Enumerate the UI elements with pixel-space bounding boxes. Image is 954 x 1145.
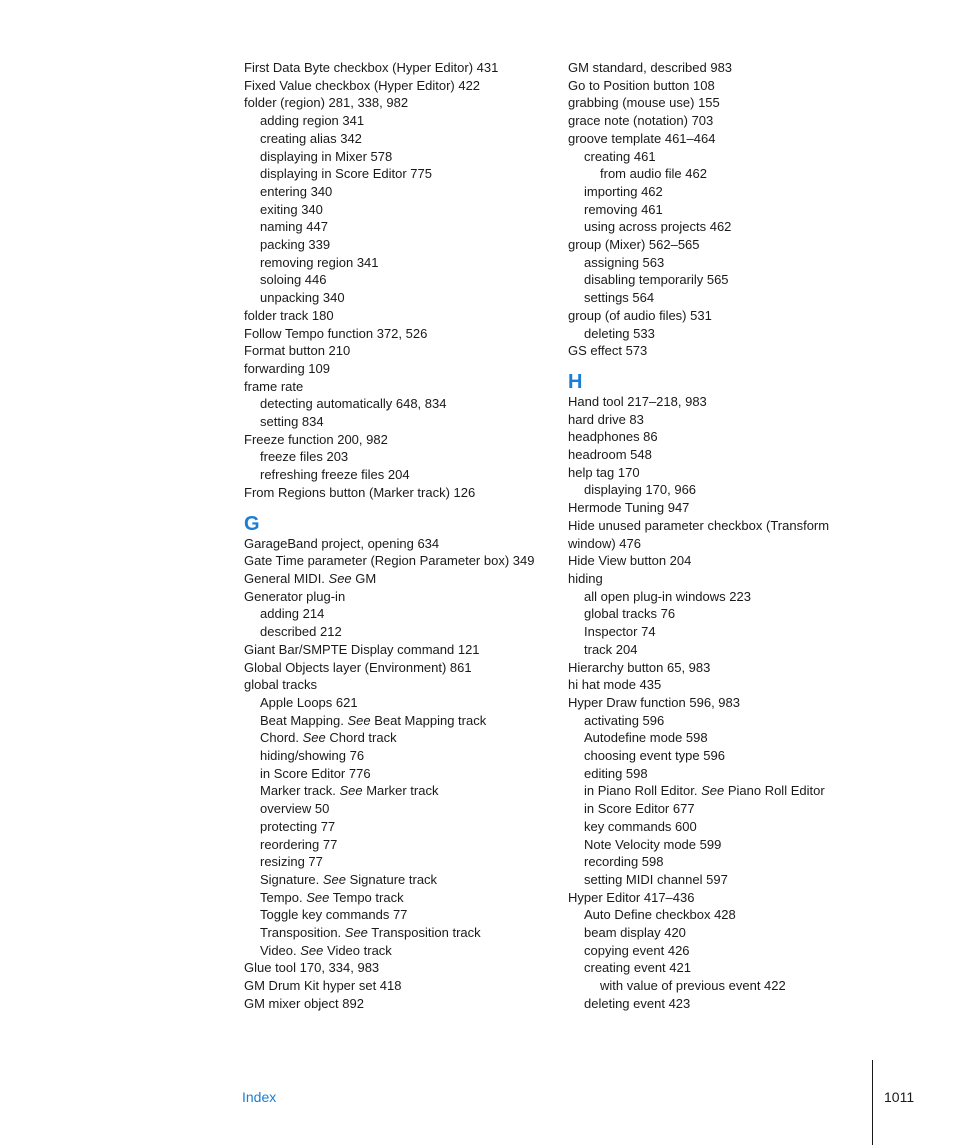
- index-entry: hard drive 83: [568, 411, 644, 427]
- index-entry: Generator plug-in: [244, 588, 346, 604]
- index-subentry: [244, 871, 554, 889]
- index-subentry: [568, 782, 838, 800]
- index-subentry: [244, 942, 554, 960]
- index-subentry: Note Velocity mode 599: [584, 836, 722, 852]
- index-subentry: in Score Editor 677: [584, 801, 695, 817]
- index-subentry: unpacking 340: [260, 290, 345, 306]
- index-subentry: using across projects 462: [584, 219, 732, 235]
- see-reference: See: [300, 942, 324, 958]
- index-entry: forwarding 109: [244, 360, 330, 376]
- see-reference: See: [328, 570, 352, 586]
- index-subentry: Toggle key commands 77: [260, 907, 408, 923]
- index-subentry: track 204: [584, 641, 638, 657]
- index-subentry: creating 461: [584, 148, 656, 164]
- entry-text: Beat Mapping.: [260, 712, 348, 728]
- see-reference: See: [344, 925, 368, 941]
- index-subentry: creating event 421: [584, 960, 691, 976]
- index-subentry: described 212: [260, 624, 342, 640]
- index-entry: group (of audio files) 531: [568, 307, 712, 323]
- entry-text: Video.: [260, 942, 301, 958]
- index-entry: Hyper Draw function 596, 983: [568, 694, 740, 710]
- index-subentry: Autodefine mode 598: [584, 730, 708, 746]
- entry-text: Signature.: [260, 871, 323, 887]
- entry-target: Tempo track: [329, 889, 404, 905]
- page-number: 1011: [884, 1089, 915, 1105]
- index-subentry: editing 598: [584, 765, 648, 781]
- index-entry: Glue tool 170, 334, 983: [244, 960, 380, 976]
- index-entry: Global Objects layer (Environment) 861: [244, 659, 472, 675]
- entry-text: Tempo.: [260, 889, 307, 905]
- index-subentry: creating alias 342: [260, 130, 362, 146]
- index-subentry: Apple Loops 621: [260, 694, 358, 710]
- index-subentry: setting 834: [260, 414, 324, 430]
- index-entry: groove template 461–464: [568, 130, 716, 146]
- index-entry: hiding: [568, 570, 603, 586]
- index-entry: Format button 210: [244, 343, 351, 359]
- entry-target: Signature track: [346, 871, 438, 887]
- entry-target: Video track: [323, 942, 392, 958]
- see-reference: See: [347, 712, 371, 728]
- see-reference: See: [306, 889, 330, 905]
- index-entry: help tag 170: [568, 464, 640, 480]
- index-entry: hi hat mode 435: [568, 677, 662, 693]
- index-entry: Fixed Value checkbox (Hyper Editor) 422: [244, 77, 481, 93]
- index-entry: GM standard, described 983: [568, 60, 733, 75]
- index-subentry: copying event 426: [584, 942, 690, 958]
- index-subentry: [244, 729, 554, 747]
- index-subentry: displaying in Mixer 578: [260, 148, 393, 164]
- index-subentry: key commands 600: [584, 818, 697, 834]
- index-subentry: from audio file 462: [600, 166, 707, 182]
- entry-text: Marker track.: [260, 783, 340, 799]
- entry-text: Chord.: [260, 730, 303, 746]
- index-entry: Hierarchy button 65, 983: [568, 659, 711, 675]
- index-subentry: settings 564: [584, 290, 655, 306]
- index-entry: Hide View button 204: [568, 553, 692, 569]
- see-reference: See: [339, 783, 363, 799]
- index-subentry: deleting event 423: [584, 995, 691, 1011]
- index-entry: Gate Time parameter (Region Parameter box) 349: [244, 553, 535, 569]
- index-subentry: importing 462: [584, 183, 663, 199]
- index-entry: GM mixer object 892: [244, 995, 364, 1011]
- index-column-left: [244, 59, 554, 1013]
- index-subentry: hiding/showing 76: [260, 748, 365, 764]
- index-column-right: [568, 59, 838, 1013]
- see-reference: See: [322, 871, 347, 887]
- footer-divider: [872, 1060, 873, 1145]
- index-subentry: naming 447: [260, 219, 328, 235]
- index-entry: grace note (notation) 703: [568, 113, 714, 129]
- index-entry: [244, 570, 554, 588]
- index-subentry: with value of previous event 422: [600, 978, 786, 994]
- index-subentry: [244, 782, 554, 800]
- index-entry: Giant Bar/SMPTE Display command 121: [244, 641, 480, 657]
- index-subentry: freeze files 203: [260, 449, 349, 465]
- index-entry: GarageBand project, opening 634: [244, 535, 440, 551]
- index-entry: grabbing (mouse use) 155: [568, 95, 720, 111]
- entry-target: Marker track: [362, 783, 439, 799]
- index-subentry: overview 50: [260, 801, 330, 817]
- index-subentry: soloing 446: [260, 272, 327, 288]
- index-subentry: exiting 340: [260, 201, 323, 217]
- index-subentry: displaying 170, 966: [584, 482, 697, 498]
- index-subentry: packing 339: [260, 237, 331, 253]
- index-subentry: Auto Define checkbox 428: [584, 907, 736, 923]
- index-entry: From Regions button (Marker track) 126: [244, 484, 476, 500]
- index-entry: GM Drum Kit hyper set 418: [244, 978, 402, 994]
- index-subentry: reordering 77: [260, 836, 338, 852]
- index-subentry: setting MIDI channel 597: [584, 871, 728, 887]
- index-subentry: [244, 889, 554, 907]
- index-subentry: recording 598: [584, 854, 664, 870]
- index-entry: group (Mixer) 562–565: [568, 237, 700, 253]
- index-subentry: deleting 533: [584, 325, 655, 341]
- index-entry: First Data Byte checkbox (Hyper Editor) 431: [244, 60, 499, 75]
- footer-section-label: Index: [242, 1089, 277, 1105]
- index-subentry: adding 214: [260, 606, 325, 622]
- index-subentry: beam display 420: [584, 925, 686, 941]
- entry-target: Transposition track: [367, 925, 481, 941]
- index-subentry: choosing event type 596: [584, 748, 725, 764]
- index-entry: GS effect 573: [568, 343, 648, 359]
- index-subentry: detecting automatically 648, 834: [260, 396, 447, 412]
- index-entry: Hide unused parameter checkbox (Transform window) 476: [568, 517, 830, 551]
- index-entry: Hermode Tuning 947: [568, 500, 690, 516]
- index-subentry: global tracks 76: [584, 606, 676, 622]
- index-letter-heading: G: [244, 512, 260, 535]
- index-entry: global tracks: [244, 677, 317, 693]
- see-reference: See: [701, 783, 725, 799]
- index-subentry: resizing 77: [260, 854, 323, 870]
- index-subentry: Inspector 74: [584, 624, 656, 640]
- index-entry: frame rate: [244, 378, 304, 394]
- index-entry: Freeze function 200, 982: [244, 431, 388, 447]
- index-entry: headroom 548: [568, 447, 652, 463]
- index-entry: Hand tool 217–218, 983: [568, 393, 707, 409]
- index-subentry: disabling temporarily 565: [584, 272, 729, 288]
- index-subentry: [244, 712, 554, 730]
- index-subentry: removing 461: [584, 201, 663, 217]
- entry-target: GM: [351, 570, 377, 586]
- see-reference: See: [302, 730, 326, 746]
- index-entry: Go to Position button 108: [568, 77, 715, 93]
- index-subentry: activating 596: [584, 712, 665, 728]
- index-subentry: displaying in Score Editor 775: [260, 166, 432, 182]
- entry-text: Transposition.: [260, 925, 345, 941]
- entry-target: Piano Roll Editor: [724, 783, 825, 799]
- index-entry: Hyper Editor 417–436: [568, 889, 695, 905]
- entry-text: in Piano Roll Editor.: [584, 783, 702, 799]
- index-entry: Follow Tempo function 372, 526: [244, 325, 428, 341]
- index-subentry: removing region 341: [260, 254, 379, 270]
- index-letter-heading: H: [568, 370, 583, 393]
- index-subentry: entering 340: [260, 183, 333, 199]
- index-entry: folder track 180: [244, 307, 334, 323]
- index-subentry: assigning 563: [584, 254, 665, 270]
- entry-text: General MIDI.: [244, 570, 329, 586]
- index-subentry: all open plug-in windows 223: [584, 588, 751, 604]
- index-subentry: in Score Editor 776: [260, 765, 371, 781]
- index-subentry: refreshing freeze files 204: [260, 467, 410, 483]
- index-entry: headphones 86: [568, 429, 658, 445]
- index-entry: folder (region) 281, 338, 982: [244, 95, 409, 111]
- entry-target: Chord track: [325, 730, 397, 746]
- index-subentry: protecting 77: [260, 818, 336, 834]
- index-subentry: adding region 341: [260, 113, 365, 129]
- entry-target: Beat Mapping track: [370, 712, 487, 728]
- index-subentry: [244, 924, 554, 942]
